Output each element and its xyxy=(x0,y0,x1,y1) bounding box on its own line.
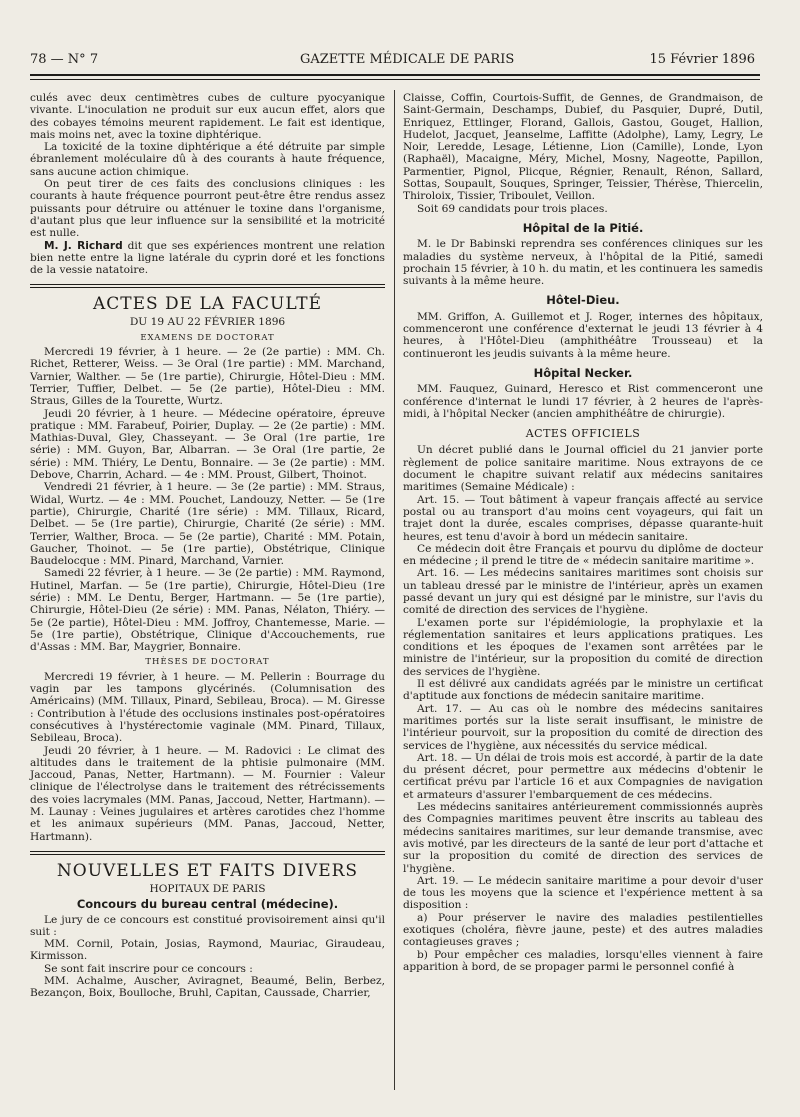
article: Art. 17. — Au cas où le nombre des médecins sanitaires maritimes portés sur la liste serait insuffisant, le ministre de l'intérieur pourvoit, sur la proposition du comité de direction des services de l'hygiène, aux nécessités du service médical. xyxy=(403,702,763,752)
column-divider xyxy=(394,90,395,1090)
section-rule xyxy=(30,851,385,855)
subsection-heading: Concours du bureau central (médecine). xyxy=(76,897,339,912)
paragraph: Le jury de ce concours est constitué provisoirement ainsi qu'il suit : xyxy=(30,913,385,938)
thesis-entry: Jeudi 20 février, à 1 heure. — M. Radovici : Le climat des altitudes dans le traitement de la phtisie pulmonaire (MM. Jaccoud, Panas, Netter, Hartmann). — M. Fournier : Valeur clinique de l'électrolyse dans le traitement des rétrécissements des voies lacrymales (MM. Panas, Jaccoud, Netter, Hartmann). — M. Launay : Veines jugulaires et artères carotides chez l'homme et les animaux supérieurs (MM. Panas, Jaccoud, Netter, Hartmann). xyxy=(30,744,385,843)
exam-entry: Vendredi 21 février, à 1 heure. — 3e (2e partie) : MM. Straus, Widal, Wurtz. — 4e : MM. Pouchet, Landouzy, Netter. — 5e (1re partie), Chirurgie, Charité (1re série) : MM. Tillaux, Ricard, Delbet. — 5e (1re partie), Chirurgie, Charité (2e série) : MM. Terrier, Walther, Broca. — 5e (2e partie), Charité : MM. Potain, Gaucher, Thoinot. — 5e (1re partie), Obstétrique, Clinique Baudelocque : MM. Pinard, Marchand, Varnier. xyxy=(30,481,385,568)
paragraph: Il est délivré aux candidats agréés par le ministre un certificat d'aptitude aux fonctions de médecin sanitaire maritime. xyxy=(403,678,763,703)
paragraph: M. le Dr Babinski reprendra ses conférences cliniques sur les maladies du système nerveux, à l'hôpital de la Pitié, samedi prochain 15 février, à 10 h. du matin, et les continuera les samedis suivants à la même heure. xyxy=(403,238,763,288)
section-title: NOUVELLES ET FAITS DIVERS xyxy=(56,860,359,881)
paragraph: MM. Griffon, A. Guillemot et J. Roger, internes des hôpitaux, commenceront une conférence d'externat le jeudi 13 février à 4 heures, à l'Hôtel-Dieu (amphithéâtre Trousseau) et la continueront les jeudis suivants à la même heure. xyxy=(403,310,763,360)
header-rule-thin xyxy=(30,79,760,80)
article: Art. 15. — Tout bâtiment à vapeur français affecté au service postal ou au transport d'au moins cent voyageurs, qui fait un trajet dont la durée, escales comprises, dépasse quarante-huit heures, est tenu d'avoir à bord un médecin sanitaire. xyxy=(403,493,763,543)
paragraph: L'examen porte sur l'épidémiologie, la prophylaxie et la réglementation sanitaires et leurs applications pratiques. Les conditions et les époques de l'examen sont arrêtées par le ministre de l'intérieur, sur la proposition du comité de direction des services de l'hygiène. xyxy=(403,616,763,678)
journal-title: GAZETTE MÉDICALE DE PARIS xyxy=(300,52,515,67)
page-number: 78 — N° 7 xyxy=(30,52,99,67)
section-dates: DU 19 AU 22 FÉVRIER 1896 xyxy=(129,316,286,329)
exam-entry: Samedi 22 février, à 1 heure. — 3e (2e partie) : MM. Raymond, Hutinel, Marfan. — 5e (1re partie), Chirurgie, Hôtel-Dieu (1re série) : MM. Le Dentu, Berger, Hartmann. — 5e (1re partie), Chirurgie, Hôtel-Dieu (2e série) : MM. Panas, Nélaton, Thiéry. — 5e (2e partie), Hôtel-Dieu : MM. Joffroy, Chantemesse, Marie. — 5e (1re partie), Obstétrique, Clinique d'Accouchements, rue d'Assas : MM. Bar, Maygrier, Bonnaire. xyxy=(30,567,385,654)
paragraph: Soit 69 candidats pour trois places. xyxy=(417,202,608,215)
header-rule xyxy=(30,74,760,76)
subsection-label: THÈSES DE DOCTORAT xyxy=(145,657,270,668)
subsection-heading: Hôpital Necker. xyxy=(533,365,633,380)
exam-entry: Jeudi 20 février, à 1 heure. — Médecine opératoire, épreuve pratique : MM. Farabeuf, Poirier, Duplay. — 2e (2e partie) : MM. Mathias-Duval, Gley, Chasseyant. — 3e Oral (1re partie, 1re série) : MM. Guyon, Bar, Albarran. — 3e Oral (1re partie, 2e série) : MM. Thiéry, Le Dentu, Bonnaire. — 3e (2e partie) : MM. Debove, Charrin, Achard. — 4e : MM. Proust, Gilbert, Thoinot. xyxy=(30,407,385,482)
page-header xyxy=(30,48,755,72)
list-item: b) Pour empêcher ces maladies, lorsqu'elles viennent à faire apparition à bord, de se propager parmi le personnel confié à xyxy=(403,948,763,973)
paragraph: MM. Achalme, Auscher, Aviragnet, Beaumé, Belin, Berbez, Bezançon, Boix, Boulloche, Bruhl, Capitan, Caussade, Charrier, xyxy=(30,975,385,1000)
paragraph: culés avec deux centimètres cubes de culture pyocyanique vivante. L'inoculation ne produit sur eux aucun effet, alors que des cobayes témoins meurent rapidement. Le fait est identique, mais moins net, avec la toxine diphtérique. xyxy=(30,92,385,141)
paragraph: MM. Cornil, Potain, Josias, Raymond, Mauriac, Giraudeau, Kirmisson. xyxy=(30,938,385,963)
left-column xyxy=(30,92,385,1000)
issue-date: 15 Février 1896 xyxy=(649,52,755,67)
article: Art. 16. — Les médecins sanitaires maritimes sont choisis sur un tableau dressé par le ministre de l'intérieur, après un examen passé devant un jury qui est désigné par le ministre, sur l'avis du comité de direction des services de l'hygiène. xyxy=(403,567,763,617)
paragraph: MM. Fauquez, Guinard, Heresco et Rist commenceront une conférence d'internat le lundi 17 février, à 2 heures de l'après-midi, à l'hôpital Necker (ancien amphithéâtre de chirurgie). xyxy=(403,383,763,420)
paragraph: Un décret publié dans le Journal officiel du 21 janvier porte règlement de police sanitaire maritime. Nous extrayons de ce document le chapitre suivant relatif aux médecins sanitaires maritimes (Semaine Médicale) : xyxy=(403,444,763,494)
subsection-heading: Hôtel-Dieu. xyxy=(546,293,620,308)
subsection-heading: Hôpital de la Pitié. xyxy=(522,220,644,235)
paragraph: Claisse, Coffin, Courtois-Suffit, de Gennes, de Grandmaison, de Saint-Germain, Deschamps, Dubief, du Pasquier, Dupré, Dutil, Enriquez, Ettlinger, Florand, Gallois, Gastou, Gouget, Hallion, Hudelot, Jacquet, Jeanselme, Laffitte (Adolphe), Lamy, Legry, Le Noir, Leredde, Lesage, Létienne, Lion (Camille), Londe, Lyon (Raphaël), Macaigne, Méry, Michel, Mosny, Nageotte, Papillon, Parmentier, Pignol, Plicque, Régnier, Renault, Rénon, Sallard, Sottas, Soupault, Souques, Springer, Teissier, Thérèse, Thiercelin, Thiroloix, Tissier, Triboulet, Veillon. xyxy=(403,92,763,203)
thesis-entry: Mercredi 19 février, à 1 heure. — M. Pellerin : Bourrage du vagin par les tampons glycérinés. (Columnisation des Américains) (MM. Tillaux, Pinard, Sebileau, Broca). — M. Giresse : Contribution à l'étude des occlusions instinales post-opératoires consécutives à l'hystérectomie vaginale (MM. Pinard, Tillaux, Sebileau, Broca). xyxy=(30,670,385,745)
exam-entry: Mercredi 19 février, à 1 heure. — 2e (2e partie) : MM. Ch. Richet, Retterer, Weiss. — 3e Oral (1re partie) : MM. Marchand, Varnier, Walther. — 5e (1re partie), Chirurgie, Hôtel-Dieu : MM. Terrier, Tuffier, Delbet. — 5e (2e partie), Hôtel-Dieu : MM. Straus, Gilles de la Tourette, Wurtz. xyxy=(30,346,385,408)
right-column xyxy=(403,92,763,973)
section-title: ACTES DE LA FACULTÉ xyxy=(92,294,323,315)
paragraph: On peut tirer de ces faits des conclusions cliniques : les courants à haute fréquence pourront peut-être être rendus assez puissants pour détruire ou atténuer le toxine dans l'organisme, d'autant plus que leur influence sur la sensibilité et la motricité est nulle. xyxy=(30,178,385,240)
paragraph-text: dit que ses expériences montrent une relation bien nette entre la ligne latérale du cyprin doré et les fonctions de la vessie natatoire. xyxy=(30,239,385,277)
paragraph xyxy=(30,240,385,277)
author-name: M. J. Richard xyxy=(44,239,123,252)
section-rule xyxy=(30,284,385,288)
paragraph: Ce médecin doit être Français et pourvu du diplôme de docteur en médecine ; il prend le titre de « médecin sanitaire maritime ». xyxy=(403,542,763,568)
paragraph: Se sont fait inscrire pour ce concours : xyxy=(44,962,253,975)
list-item: a) Pour préserver le navire des maladies pestilentielles exotiques (choléra, fièvre jaune, peste) et des autres maladies contagieuses graves ; xyxy=(403,911,763,949)
subsection-title: HOPITAUX DE PARIS xyxy=(149,882,266,895)
paragraph: La toxicité de la toxine diphtérique a été détruite par simple ébranlement moléculaire dû à des courants à haute fréquence, sans aucune action chimique. xyxy=(30,141,385,178)
article: Art. 18. — Un délai de trois mois est accordé, à partir de la date du présent décret, pour permettre aux médecins d'obtenir le certificat prévu par l'article 16 et aux Compagnies de navigation et armateurs d'assurer l'embarquement de ces médecins. xyxy=(403,751,763,801)
paragraph: Les médecins sanitaires antérieurement commissionnés auprès des Compagnies maritimes peuvent être inscrits au tableau des médecins sanitaires maritimes, sur leur demande transmise, avec avis motivé, par les directeurs de la santé de leur port d'attache et sur la proposition du comité de direction des services de l'hygiène. xyxy=(403,801,763,875)
section-title: ACTES OFFICIELS xyxy=(525,427,641,441)
article: Art. 19. — Le médecin sanitaire maritime a pour devoir d'user de tous les moyens que la science et l'expérience mettent à sa disposition : xyxy=(403,874,763,912)
subsection-label: EXAMENS DE DOCTORAT xyxy=(140,332,275,343)
